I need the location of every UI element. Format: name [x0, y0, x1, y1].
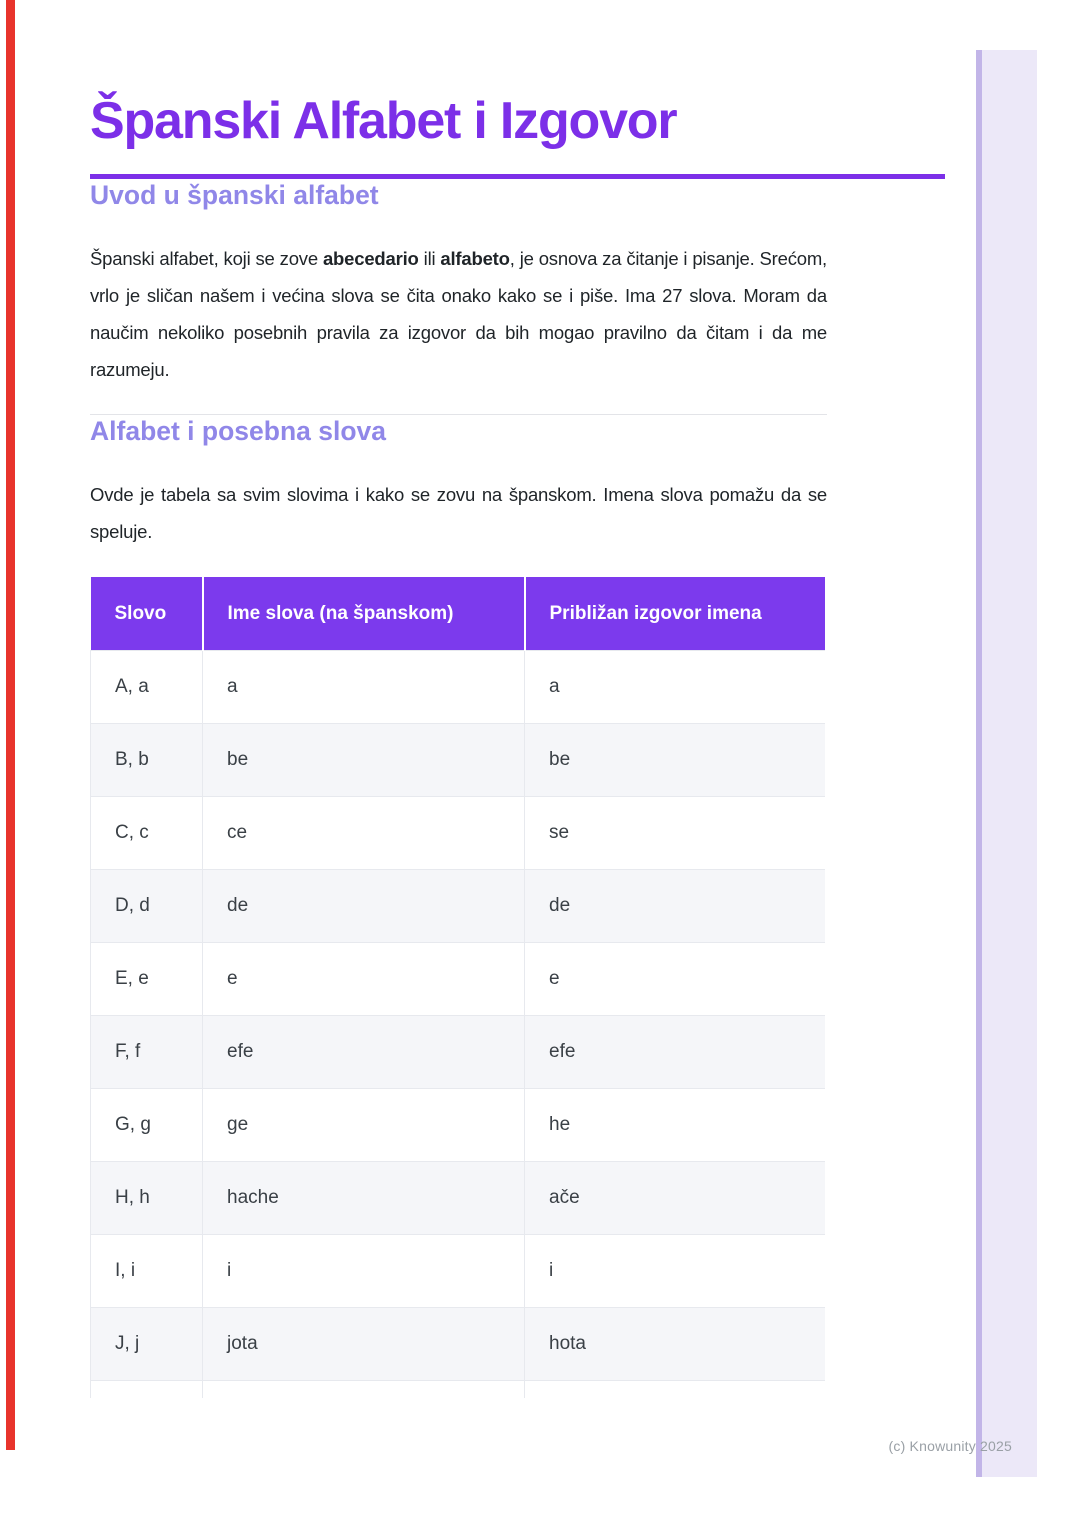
- alphabet-table: [90, 577, 825, 1398]
- cell-name: hache: [203, 1162, 525, 1235]
- cell-letter: G, g: [91, 1089, 203, 1162]
- cell-name: de: [203, 870, 525, 943]
- cell-pronunciation: be: [525, 724, 826, 797]
- intro-paragraph-bold-abecedario: abecedario: [322, 248, 419, 269]
- cell-name: i: [203, 1235, 525, 1308]
- alphabet-table-container: [90, 577, 825, 1398]
- cell-name: jota: [203, 1308, 525, 1381]
- table-row: [91, 724, 826, 797]
- table-row-partial: [91, 1381, 826, 1399]
- cell-name: ge: [203, 1089, 525, 1162]
- intro-paragraph-segment: Španski alfabet, koji se zove: [90, 248, 323, 269]
- column-header-ime-slova: Ime slova (na španskom): [203, 577, 525, 651]
- copyright-footer: (c) Knowunity 2025: [888, 1438, 1012, 1454]
- section-heading-intro: Uvod u španski alfabet: [90, 180, 379, 210]
- cell-pronunciation: i: [525, 1235, 826, 1308]
- cell-pronunciation: a: [525, 651, 826, 724]
- cell-letter: [91, 1381, 203, 1399]
- table-row: [91, 1089, 826, 1162]
- cell-name: a: [203, 651, 525, 724]
- cell-pronunciation: he: [525, 1089, 826, 1162]
- cell-letter: H, h: [91, 1162, 203, 1235]
- cell-pronunciation: efe: [525, 1016, 826, 1089]
- cell-pronunciation: [525, 1381, 826, 1399]
- intro-paragraph-segment: ili: [418, 248, 441, 269]
- right-side-panel: [976, 50, 1037, 1477]
- cell-pronunciation: hota: [525, 1308, 826, 1381]
- table-row: [91, 1162, 826, 1235]
- page-content: [90, 0, 827, 1398]
- cell-letter: C, c: [91, 797, 203, 870]
- intro-paragraph-segment: , je osnova za čitanje i pisanje. Srećom, vrlo je sličan našem i većina slova se čita onako kako se i piše. Ima 27 slova. Moram da naučim nekoliko posebnih pravila za izgovor da bih mogao pravilno da čitam i da me razumeju.: [90, 248, 828, 380]
- cell-pronunciation: se: [525, 797, 826, 870]
- cell-name: ce: [203, 797, 525, 870]
- cell-letter: A, a: [91, 651, 203, 724]
- intro-paragraph-bold-alfabeto: alfabeto: [440, 248, 510, 269]
- table-row: [91, 797, 826, 870]
- cell-letter: F, f: [91, 1016, 203, 1089]
- table-row: [91, 1016, 826, 1089]
- cell-letter: J, j: [91, 1308, 203, 1381]
- table-row: [91, 1308, 826, 1381]
- table-row: [91, 870, 826, 943]
- page-title: Španski Alfabet i Izgovor: [90, 92, 677, 150]
- alphabet-paragraph: Ovde je tabela sa svim slovima i kako se zovu na španskom. Imena slova pomažu da se speluje.: [90, 484, 827, 542]
- table-row: [91, 1235, 826, 1308]
- cell-pronunciation: de: [525, 870, 826, 943]
- intro-paragraph: [90, 240, 827, 388]
- cell-letter: E, e: [91, 943, 203, 1016]
- cell-pronunciation: e: [525, 943, 826, 1016]
- cell-letter: I, i: [91, 1235, 203, 1308]
- cell-name: [203, 1381, 525, 1399]
- cell-name: e: [203, 943, 525, 1016]
- left-accent-bar: [6, 0, 15, 1450]
- cell-letter: D, d: [91, 870, 203, 943]
- cell-pronunciation: ače: [525, 1162, 826, 1235]
- column-header-slovo: Slovo: [91, 577, 203, 651]
- section-heading-alphabet: Alfabet i posebna slova: [90, 416, 386, 446]
- cell-name: efe: [203, 1016, 525, 1089]
- table-row: [91, 943, 826, 1016]
- cell-name: be: [203, 724, 525, 797]
- table-row: [91, 651, 826, 724]
- table-header-row: [91, 577, 826, 651]
- cell-letter: B, b: [91, 724, 203, 797]
- column-header-izgovor: Približan izgovor imena: [525, 577, 826, 651]
